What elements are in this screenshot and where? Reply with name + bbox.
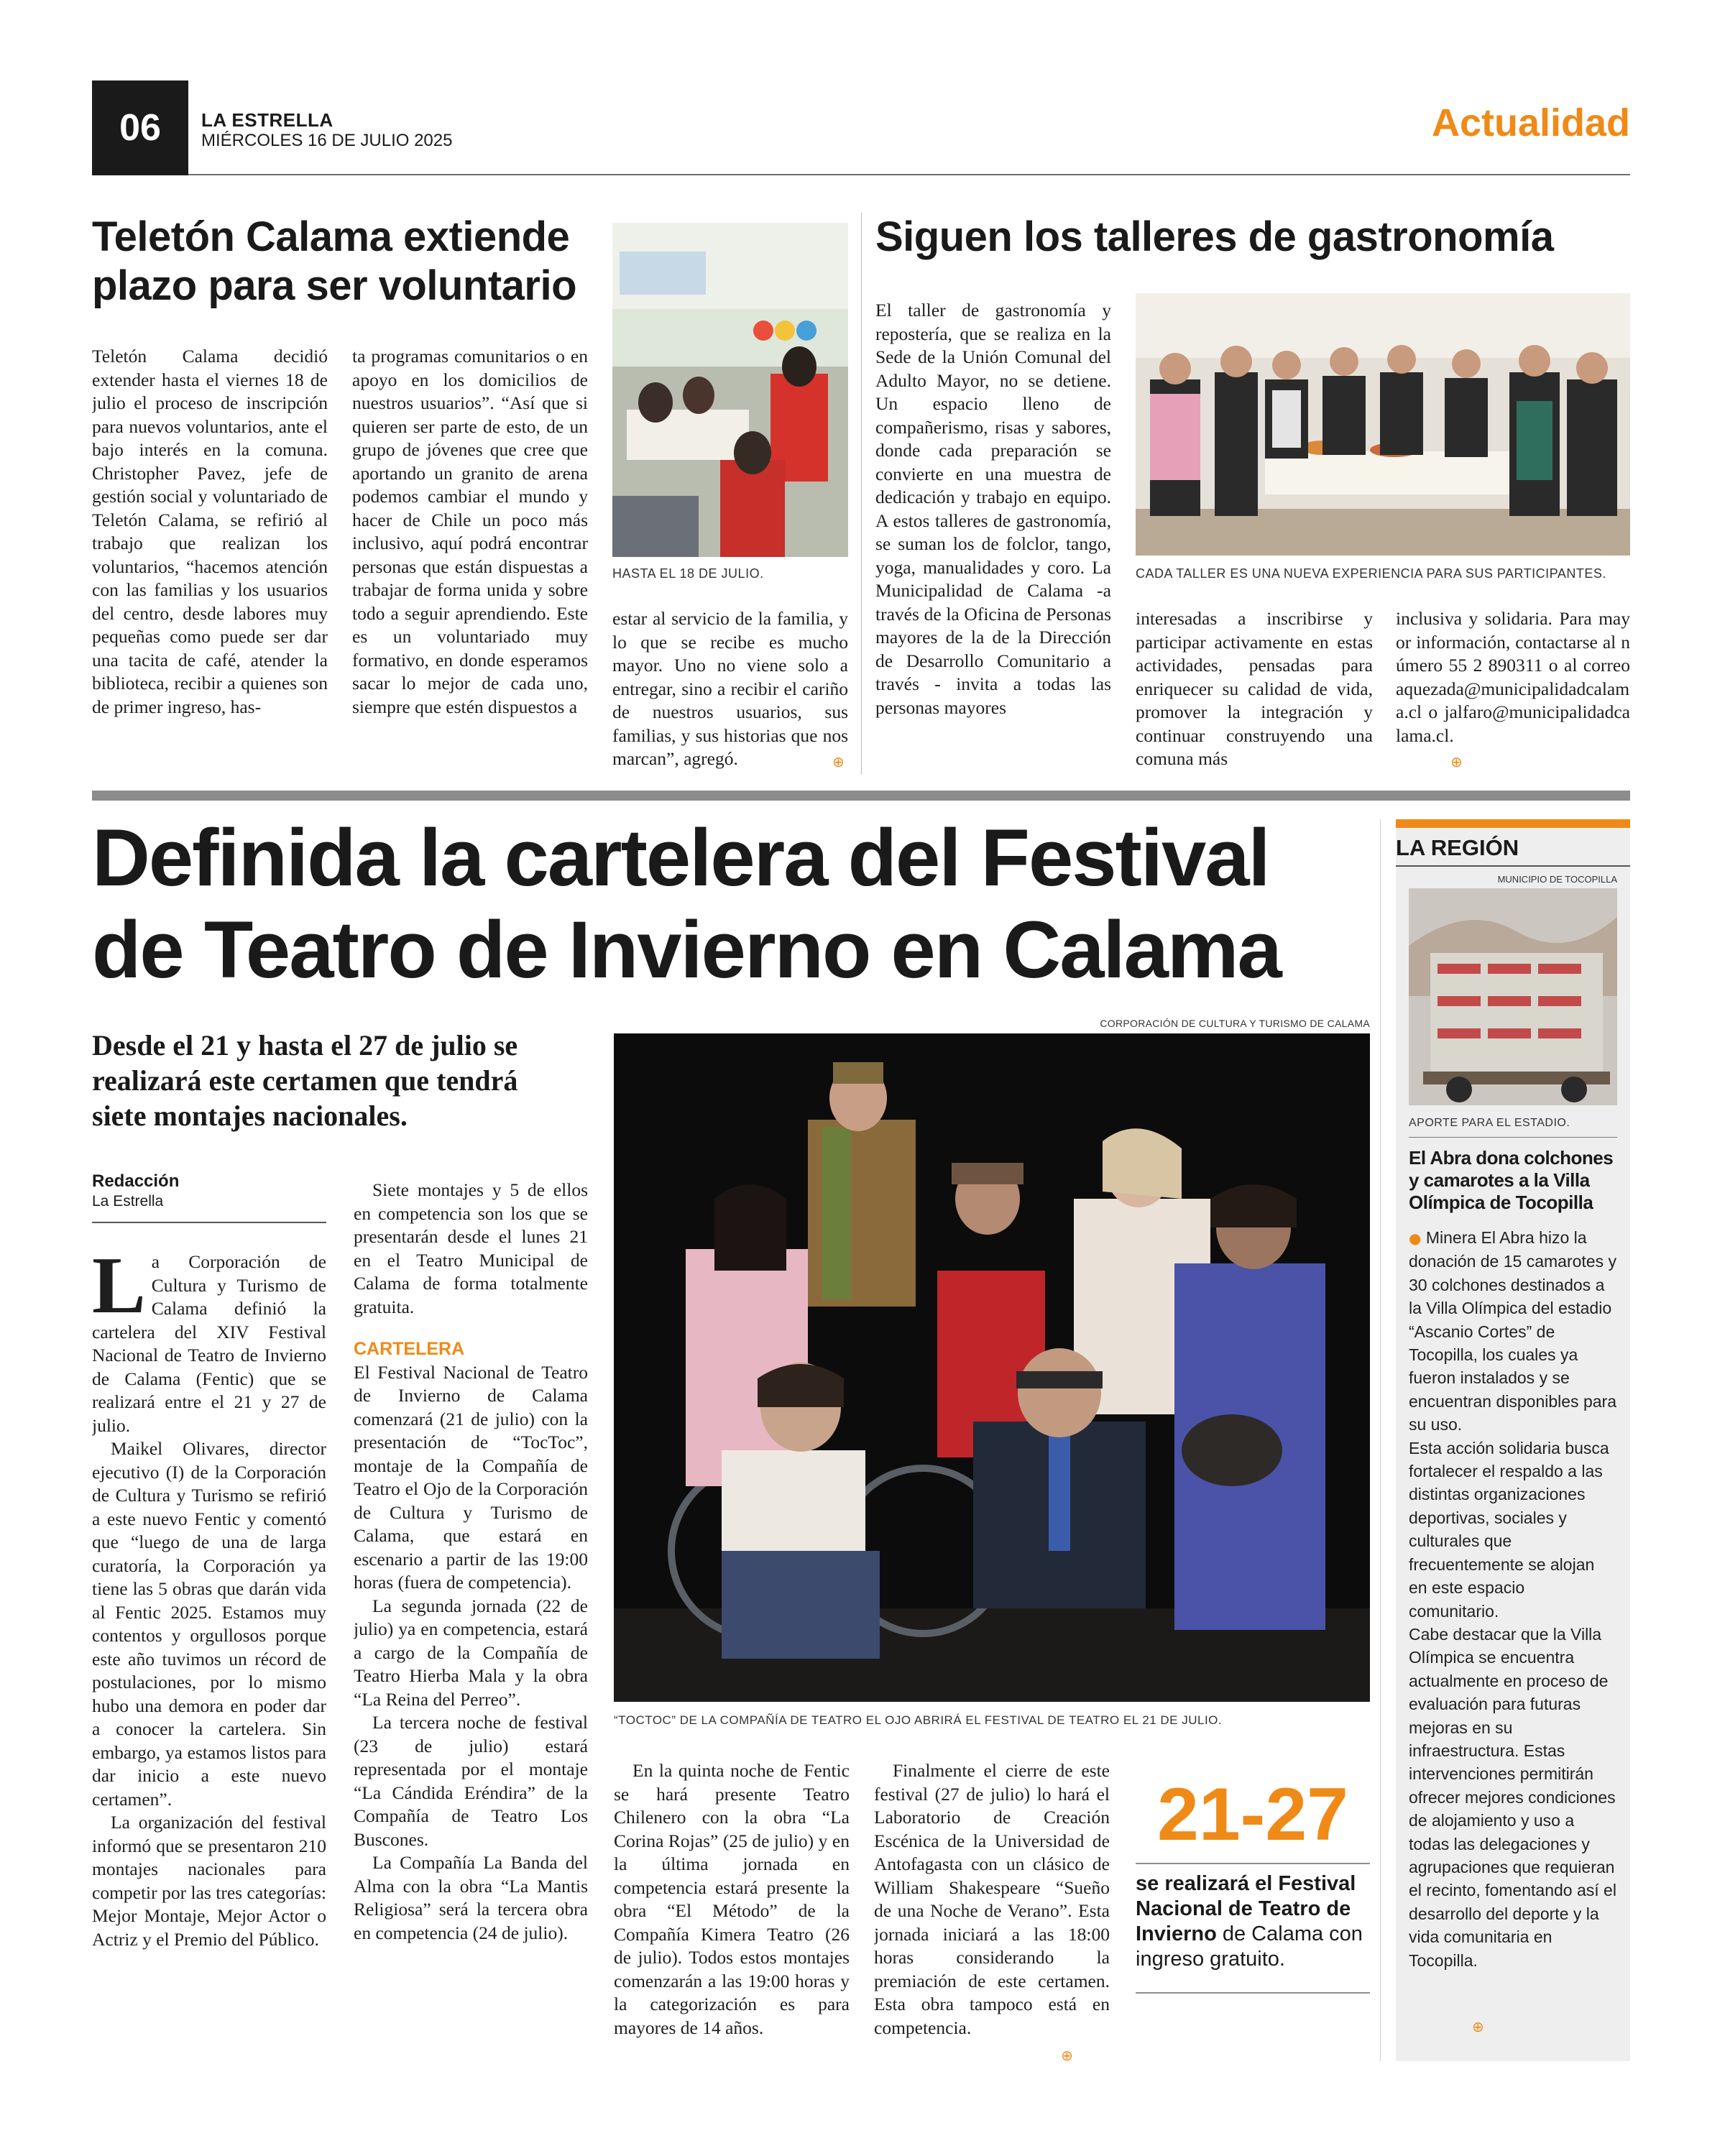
byline-rule (92, 1222, 326, 1223)
section-separator (92, 791, 1630, 801)
article1-col1: Teletón Calama decidió extender hasta el viernes 18 de julio el proceso de inscripción para nuevos voluntarios, ante el bajo interés en la comuna. Christopher Pavez, jefe de gestión social y voluntariado de Teletón Calama, se refirió al trabajo que realizan los voluntarios, “hacemos atención con las familias y los usuarios del centro, desde labores muy pequeñas como puede ser dar una tacita de café, atender la biblioteca, recibir a quienes son de primer ingreso, has- (92, 346, 328, 717)
page-number: 06 (92, 80, 188, 175)
article1-title (92, 213, 610, 310)
sidebar-end-icon: ⊕ (1472, 2018, 1484, 2035)
section-title: Actualidad (1431, 101, 1630, 144)
sidebar-top-bar (1396, 819, 1630, 828)
sidebar-p2: Esta acción solidaria busca fortalecer el respaldo a las distintas organizaciones deportivas, sociales y culturales que frecuentemente se alojan en este espacio comunitario. (1409, 1438, 1609, 1621)
article1-photo-caption: HASTA EL 18 DE JULIO. (612, 566, 764, 581)
main-title-line2: de Teatro de Invierno en Calama (92, 905, 1281, 995)
article2-col3: inclusiva y solidaria. Para mayor información, contactarse al número 55 2 890311 o al correo aquezada@municipalidadcalama.cl o jalfaro@municipalidadcalama.cl. (1396, 608, 1630, 746)
main-col2-p4: La tercera noche de festival (23 de julio) estará representada por el montaje “La Cándida Eréndira” de la Compañía de Teatro Los Buscones. (354, 1712, 588, 1850)
main-photo (614, 1033, 1370, 1702)
article1-col2: ta programas comunitarios o en apoyo en los domicilios de nuestros usuarios”. “Así que si quieren ser parte de esto, de un grupo de jóvenes que cree que aportando un granito de arena podemos cambiar el mundo y hacer de Chile un poco más inclusivo, aquí podrá encontrar personas que están dispuestas a trabajar de forma unida y sobre todo a seguir aprendiendo. Este es un voluntariado muy formativo, en donde esperamos sacar lo mejor de cada uno, siempre que estén dispuestos a (352, 346, 588, 717)
sidebar-header-rule (1396, 865, 1630, 867)
main-title-line1: Definida la cartelera del Festival (92, 813, 1269, 903)
paper-name: LA ESTRELLA (201, 109, 334, 131)
dropcap: L (92, 1250, 146, 1330)
main-subtitle-line3: siete montajes nacionales. (92, 1100, 408, 1132)
page-header (92, 80, 1630, 175)
sidebar-body (1409, 1226, 1617, 2060)
main-photo-credit: CORPORACIÓN DE CULTURA Y TURISMO DE CALAMA (1100, 1018, 1370, 1029)
main-col1 (92, 1250, 326, 2070)
article1-col3: estar al servicio de la familia, y lo que se recibe es mucho mayor. Uno no viene solo a entregar, sino a recibir el cariño de nuestros usuarios, sus familias, y sus historias que nos marcan”, agregó. (612, 608, 848, 769)
sidebar-photo-caption: APORTE PARA EL ESTADIO. (1409, 1117, 1570, 1129)
issue-date: MIÉRCOLES 16 DE JULIO 2025 (201, 131, 453, 150)
article2-col1: El taller de gastronomía y repostería, que se realiza en la Sede de la Unión Comunal del Adulto Mayor, no se detiene. Un espacio lleno de compañerismo, risas y sabores, donde cada preparación se convierte en una muestra de dedicación y trabajo en equipo. A estos talleres de gastronomía, se suman los de folclor, tango, yoga, manualidades y coro. La Municipalidad de Calama -a través de la Oficina de Personas mayores de la de la Dirección de Desarrollo Comunitario a través - invita a todas las personas mayores (875, 300, 1111, 718)
article1-title-line1: Teletón Calama extiende (92, 213, 570, 260)
article2-title: Siguen los talleres de gastronomía (875, 213, 1554, 260)
bullet-icon: ● (1409, 1230, 1422, 1247)
highlight-text (1136, 1871, 1370, 1972)
main-end-icon: ⊕ (1061, 2047, 1073, 2064)
highlight-rest: de Calama con ingreso gratuito. (1136, 1922, 1363, 1971)
sidebar-p3: Cabe destacar que la Villa Olímpica se encuentra actualmente en proceso de evaluación para futuras mejoras en su infraestructura. Estas intervenciones permitirán ofrecer mejores condiciones de alojamiento y uso a todas las delegaciones y agrupaciones que requieran el recinto, fomentando así el desarrollo del deporte y la vida comunitaria en Tocopilla. (1409, 1624, 1616, 1970)
main-title (92, 812, 1386, 996)
sidebar-photo-credit: MUNICIPIO DE TOCOPILLA (1497, 874, 1617, 885)
main-col3 (614, 1759, 850, 2070)
main-photo-caption: “TOCTOC” DE LA COMPAÑÍA DE TEATRO EL OJO ABRIRÁ EL FESTIVAL DE TEATRO EL 21 DE JULIO. (614, 1713, 1223, 1727)
sidebar-p1: ● Minera El Abra hizo la donación de 15 camarotes y 30 colchones destinados a la Villa Olímpica del estadio “Ascanio Cortes” de Tocopilla, los cuales ya fueron instalados y se encuentran disponibles para su uso. (1409, 1228, 1616, 1434)
main-col1-p1: La Corporación de Cultura y Turismo de Calama definió la cartelera del XIV Festival Nacional de Teatro de Invierno de Calama (Fentic) que se realizará entre el 21 y 27 de julio. (92, 1250, 326, 1436)
sidebar-header: LA REGIÓN (1396, 835, 1519, 860)
main-col2-p3: La segunda jornada (22 de julio) ya en competencia, estará a cargo de la Compañía de Teatro Hierba Mala y la obra “La Reina del Perreo”. (354, 1595, 588, 1710)
article1-title-line2: plazo para ser voluntario (92, 262, 577, 309)
main-col4 (874, 1759, 1110, 2070)
article2-col2: interesadas a inscribirse y participar activamente en estas actividades, pensadas para enriquecer su calidad de vida, promover la integración y continuar construyendo una comuna más (1136, 608, 1373, 769)
article2-photo-caption: CADA TALLER ES UNA NUEVA EXPERIENCIA PARA SUS PARTICIPANTES. (1136, 566, 1606, 581)
cartelera-heading: CARTELERA (354, 1339, 465, 1359)
main-subtitle (92, 1028, 595, 1133)
main-col4-p1: Finalmente el cierre de este festival (27 de julio) lo hará el Laboratorio de Creación Escénica de la Universidad de Antofagasta con un clásico de William Shakespeare “Sueño de una Noche de Verano”. Esta jornada iniciará a las 18:00 horas considerando la premiación de este certamen. Esta obra tampoco está en competencia. (874, 1760, 1110, 2038)
main-subtitle-line2: realizará este certamen que tendrá (92, 1064, 518, 1097)
byline: Redacción (92, 1171, 180, 1191)
main-col2-p1: Siete montajes y 5 de ellos en competencia son los que se presentarán desde el lunes 21 en el Teatro Municipal de Calama de forma totalmente gratuita. (354, 1179, 588, 1317)
sidebar-photo (1409, 888, 1617, 1105)
column-divider (861, 213, 862, 775)
byline-source: La Estrella (92, 1193, 164, 1210)
article1-photo (612, 223, 848, 557)
sidebar (1396, 819, 1630, 2061)
article2-end-icon: ⊕ (1450, 753, 1463, 770)
highlight-bold: se realizará el Festival Nacional de Teatro de Invierno (1136, 1872, 1356, 1945)
main-col2-p2: El Festival Nacional de Teatro de Invierno de Calama comenzará (21 de julio) con la presentación de “TocToc”, montaje de la Compañía de Teatro el Ojo de la Corporación de Cultura y Turismo de Calama, que estará en escenario a partir de las 19:00 horas (fuera de competencia). (354, 1361, 588, 1593)
article2-photo (1136, 293, 1630, 556)
main-col1-p2: Maikel Olivares, director ejecutivo (I) de la Corporación de Cultura y Turismo se refirió a este nuevo Fentic y comentó que “luego de una de larga curatoría, la Corporación ya tiene las 5 obras que darán vida al Fentic 2025. Estamos muy contentos y orgullosos porque este año tuvimos un récord de postulaciones, por lo mismo hubo una demora en poder dar a conocer la cartelera. Sin embargo, ya estamos listos para dar inicio a este nuevo certamen”. (92, 1438, 326, 1810)
highlight-rule (1136, 1863, 1370, 1864)
header-rule (188, 174, 1630, 175)
highlight-bottom-rule (1136, 1992, 1370, 1994)
main-col1-p3: La organización del festival informó que se presentaron 210 montajes nacionales para competir por las tres categorías: Mejor Montaje, Mejor Actor o Actriz y el Premio del Público. (92, 1812, 326, 1950)
main-subtitle-line1: Desde el 21 y hasta el 27 de julio se (92, 1029, 518, 1061)
sidebar-title: El Abra dona colchones y camarotes a la Villa Olímpica de Tocopilla (1409, 1147, 1614, 1213)
article1-end-icon: ⊕ (832, 753, 845, 770)
main-col2-p5: La Compañía La Banda del Alma con la obra “La Mantis Religiosa” será la tercera obra en competencia (24 de julio). (354, 1852, 588, 1943)
highlight-number: 21-27 (1157, 1773, 1348, 1856)
main-col3-p1: En la quinta noche de Fentic se hará presente Teatro Chilenero con la obra “La Corina Rojas” (25 de julio) y en la última jornada en competencia estará presente la obra “El Método” de la Compañía Kimera Teatro (26 de julio). Todos estos montajes comenzarán a las 19:00 horas y la categorización es para mayores de 14 años. (614, 1760, 850, 2038)
sidebar-caption-rule (1409, 1137, 1617, 1138)
sidebar-divider (1380, 819, 1381, 2061)
main-col2 (354, 1179, 588, 2070)
